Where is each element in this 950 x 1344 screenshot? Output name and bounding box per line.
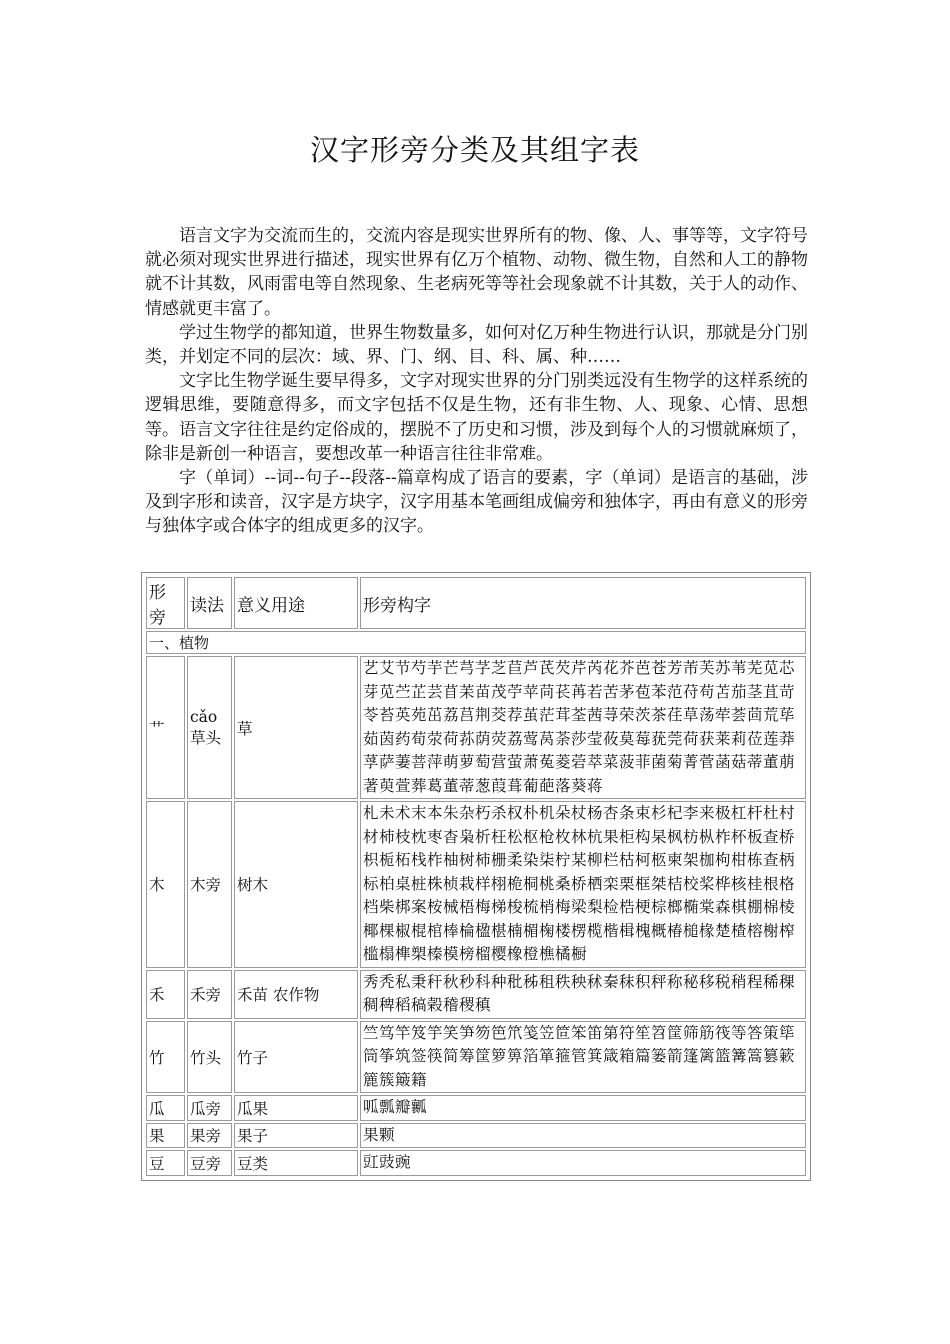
intro-paragraph: 字（单词）--词--句子--段落--篇章构成了语言的要素，字（单词）是语言的基础，涉及到字形和读音，汉字是方块字，汉字用基本笔画组成偏旁和独体字，再由有意义的形旁与独体字或合体字的组成更多的汉字。	[145, 468, 808, 537]
meaning-cell: 豆类	[234, 1150, 358, 1176]
chars-cell: 竺笃竿笈竽笑笋笏笆笊笺笠笸笨笛第符笙笤筐筛筋筏等答策筚筒筝筑签筷简筹筐箩箅箔箪箍管箕箴箱篇篓箭篷篱篮篝篙篡簌簏簇簸籍	[360, 1021, 806, 1094]
meaning-cell: 树木	[234, 801, 358, 968]
chars-cell: 秀秃私秉秆秋秒科种秕秭租秩秧秫秦秣积秤称秘移税稍程稀稞稠稗稻稿榖稽稷稹	[360, 970, 806, 1019]
chars-cell: 豇豉豌	[360, 1150, 806, 1176]
chars-cell: 艺艾节芍芋芒芎芓芝苣芦芪芡芹芮花芥芭苍芳芾芙苏苇芜苋芯芽苋苎芷芸苜苿苗茂苧苹苘苌苒若苦茅苞苯范苻苟苫茄茎苴苛苓苔英苑茁荔莒荆茭荐茧茫茸荃茜荨荣茨茶荏草荡荦荟茴荒荜茹茵药荀荥荷荪荫荧荔莺莴荼莎莹莜莫莓莸莞荷获莱莉莅莲莽莩萨萋菩萍萌萝萄营萤萧菟菱菪萃菜菠菲菌菊菁菅菡菇蒂董萠著萸萱葬葛董蒂葱葭葺葡葩落葵蒋	[360, 656, 806, 799]
table-row	[146, 801, 806, 968]
table-row	[146, 1095, 806, 1121]
intro-paragraph: 文字比生物学诞生要早得多，文字对现实世界的分门别类远没有生物学的这样系统的逻辑思维，要随意得多，而文字包括不仅是生物，还有非生物、人、现象、心情、思想等。语言文字往往是约定俗成的，摆脱不了历史和习惯，涉及到每个人的习惯就麻烦了，除非是新创一种语言，要想改革一种语言往往非常难。	[145, 371, 808, 464]
table-row	[146, 656, 806, 799]
radical-cell: 艹	[146, 656, 185, 799]
table-row	[146, 1150, 806, 1176]
table-header-row	[146, 577, 806, 629]
section-row	[146, 631, 806, 654]
intro-paragraph: 学过生物学的都知道，世界生物数量多，如何对亿万种生物进行认识，那就是分门别类，并划定不同的层次：域、界、门、纲、目、科、属、种……	[145, 322, 808, 368]
intro-text	[145, 224, 808, 539]
header-reading: 读法	[187, 577, 232, 629]
table-row	[146, 1021, 806, 1094]
radical-table	[141, 572, 811, 1181]
radical-cell: 果	[146, 1123, 185, 1149]
meaning-cell: 果子	[234, 1123, 358, 1149]
radical-cell: 木	[146, 801, 185, 968]
meaning-cell: 瓜果	[234, 1095, 358, 1121]
meaning-cell: 草	[234, 656, 358, 799]
table-row	[146, 970, 806, 1019]
reading-cell: 果旁	[187, 1123, 232, 1149]
page-title: 汉字形旁分类及其组字表	[309, 133, 640, 167]
intro-paragraph: 语言文字为交流而生的，交流内容是现实世界所有的物、像、人、事等等，文字符号就必须对现实世界进行描述，现实世界有亿万个植物、动物、微生物，自然和人工的静物就不计其数，风雨雷电等自然现象、生老病死等等社会现象就不计其数，关于人的动作、情感就更丰富了。	[145, 226, 808, 319]
chars-cell: 札未术末本朱杂朽杀权朴机朵杖杨杏条束杉杞李来极杠杆杜村材杮枝枕枣杳枭析枉松枢枪枚林杭果柜构杲枫枋枞柞杯板查桥枳栀柘栈柞柚树柿栅柔染柒柠某柳栏枯柯柩柬架枷枸柑栋查柄标柏桌桩株桢栽样栩桅桐桃桑桥栖栾栗框桀桔校桨桦核桂根格档柴梆案桉械梧梅梯梭梳梢梅梁梨检梏梗棕榔椭棠森棋棚棉棱椰棵椒棍棺棒棆楹椹楠楣椈楼楞榄楷楫槐概椿槌椽楚楂榕榭榨槛榻榫槊榛模榜榴樱橡橙樵橘橱	[360, 801, 806, 968]
section-label: 一、植物	[146, 631, 806, 654]
header-meaning: 意义用途	[234, 577, 358, 629]
table-row	[146, 1123, 806, 1149]
chars-cell: 果颗	[360, 1123, 806, 1149]
radical-cell: 豆	[146, 1150, 185, 1176]
header-radical: 形旁	[146, 577, 185, 629]
radical-cell: 禾	[146, 970, 185, 1019]
chars-cell: 呱瓢瓣瓤	[360, 1095, 806, 1121]
reading-cell: 竹头	[187, 1021, 232, 1094]
reading-cell: 禾旁	[187, 970, 232, 1019]
reading-cell: cǎo 草头	[187, 656, 232, 799]
reading-cell: 豆旁	[187, 1150, 232, 1176]
reading-cell: 瓜旁	[187, 1095, 232, 1121]
reading-cell: 木旁	[187, 801, 232, 968]
meaning-cell: 禾苗 农作物	[234, 970, 358, 1019]
radical-cell: 竹	[146, 1021, 185, 1094]
header-chars: 形旁构字	[360, 577, 806, 629]
meaning-cell: 竹子	[234, 1021, 358, 1094]
radical-cell: 瓜	[146, 1095, 185, 1121]
